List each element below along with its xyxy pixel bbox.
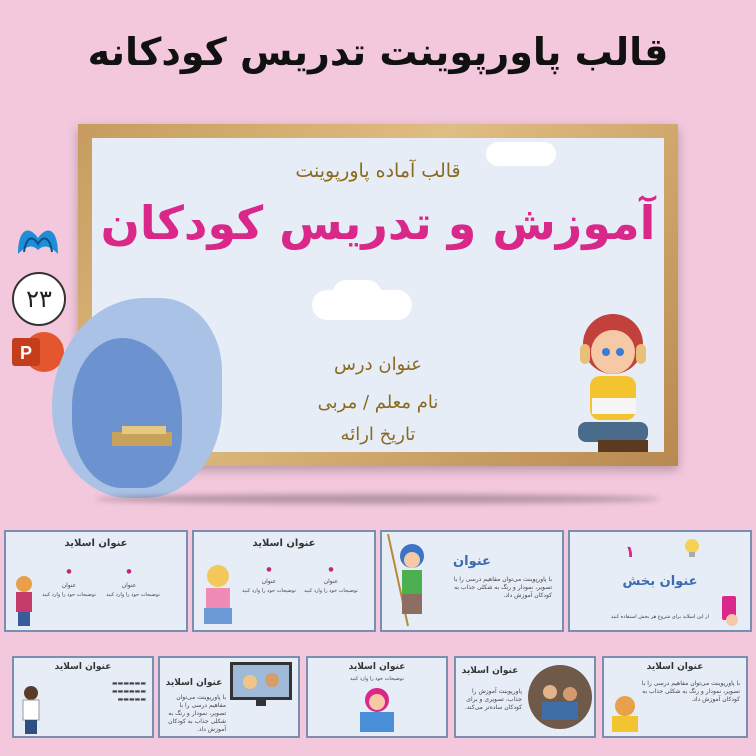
child-illustration bbox=[198, 562, 238, 626]
slide-body: از این اسلاید برای شروع هر بخش استفاده کنید bbox=[611, 614, 709, 620]
section-number: ۱ bbox=[625, 542, 635, 561]
reading-child-illustration bbox=[568, 302, 658, 452]
slide-body: با پاورپوینت می‌توان مفاهیم درسی را با تصویر، نمودار و رنگ به شکلی جذاب به کودکان آموزش داد. bbox=[641, 680, 740, 703]
slide-body: با پاورپوینت می‌توان مفاهیم درسی را با تصویر، نمودار و رنگ به شکلی جذاب به کودکان آموزش داد. bbox=[453, 576, 552, 599]
slide-title: عنوان بخش bbox=[622, 574, 698, 589]
brand-logo-icon bbox=[14, 220, 62, 260]
slide-thumbnail[interactable] bbox=[454, 656, 596, 738]
monitor-photo-icon bbox=[228, 660, 294, 708]
slide-thumbnail[interactable] bbox=[306, 656, 448, 738]
feature-title: عنوان bbox=[121, 582, 137, 589]
child-with-book-illustration bbox=[608, 694, 642, 734]
cover-date: تاریخ ارائه bbox=[340, 424, 416, 445]
slide-thumbnail[interactable] bbox=[568, 530, 752, 632]
slide-thumbnail[interactable] bbox=[12, 656, 154, 738]
slide-thumbnail[interactable] bbox=[602, 656, 748, 738]
slide-body: با پاورپوینت می‌توان مفاهیم درسی را با تصویر، نمودار و رنگ به شکلی جذاب به کودکان آموزش داد. bbox=[168, 694, 226, 733]
feature-desc: توضیحات خود را وارد کنید bbox=[106, 592, 160, 598]
climbing-child-illustration bbox=[384, 534, 434, 626]
slide-title: عنوان اسلاید bbox=[64, 538, 128, 549]
slide-title: عنوان اسلاید bbox=[252, 538, 316, 549]
slide-thumbnail[interactable] bbox=[4, 530, 188, 632]
feature-icon: ● bbox=[266, 566, 272, 573]
child-illustration bbox=[10, 574, 38, 628]
feature-desc: توضیحات خود را وارد کنید bbox=[304, 588, 358, 594]
slide-title: عنوان اسلاید bbox=[646, 662, 704, 672]
cloud-decor bbox=[332, 280, 382, 310]
feature-title: عنوان bbox=[261, 578, 277, 585]
feature-desc: توضیحات خود را وارد کنید bbox=[242, 588, 296, 594]
cover-subtitle: قالب آماده پاورپوینت bbox=[295, 160, 461, 182]
feature-icon: ● bbox=[126, 568, 132, 575]
slide-thumbnail[interactable] bbox=[158, 656, 300, 738]
slide-thumbnail[interactable] bbox=[192, 530, 376, 632]
slide-title: عنوان اسلاید bbox=[348, 662, 406, 672]
slide-body: ▬▬▬▬▬▬ ▬▬▬▬▬▬ ▬▬▬▬▬ bbox=[111, 680, 146, 703]
phone-tap-icon bbox=[718, 594, 742, 626]
svg-text:P: P bbox=[19, 343, 33, 363]
cover-teacher: نام معلم / مربی bbox=[317, 392, 439, 413]
eraser-decor bbox=[112, 432, 172, 446]
feature-title: عنوان bbox=[323, 578, 339, 585]
feature-icon: ● bbox=[328, 566, 334, 573]
reading-girl-illustration bbox=[354, 686, 400, 734]
slide-title: عنوان اسلاید bbox=[461, 666, 519, 676]
cover-heading: آموزش و تدریس کودکان bbox=[100, 196, 656, 250]
slide-body: توضیحات خود را وارد کنید bbox=[350, 676, 404, 682]
slide-body: پاورپوینت آموزش را جذاب، تصویری و برای کودکان ساده‌تر می‌کند. bbox=[464, 688, 522, 711]
page-title: قالب پاورپوینت تدریس کودکانه bbox=[87, 30, 669, 74]
slide-title: عنوان اسلاید bbox=[54, 662, 112, 672]
feature-desc: توضیحات خود را وارد کنید bbox=[42, 592, 96, 598]
slide-count-badge: ۲۳ bbox=[12, 272, 66, 326]
slide-title: عنوان اسلاید bbox=[165, 678, 223, 688]
eraser-decor bbox=[122, 426, 166, 434]
lightbulb-icon bbox=[680, 536, 704, 560]
classroom-photo-icon bbox=[528, 662, 592, 732]
board-shadow bbox=[95, 494, 660, 504]
powerpoint-icon bbox=[10, 330, 64, 374]
cover-lesson-title: عنوان درس bbox=[333, 354, 423, 375]
slide-thumbnail[interactable] bbox=[380, 530, 564, 632]
feature-title: عنوان bbox=[61, 582, 77, 589]
teacher-illustration bbox=[18, 684, 44, 734]
cover-slide bbox=[92, 138, 664, 452]
feature-icon: ● bbox=[66, 568, 72, 575]
slide-title: عنوان bbox=[453, 554, 491, 569]
